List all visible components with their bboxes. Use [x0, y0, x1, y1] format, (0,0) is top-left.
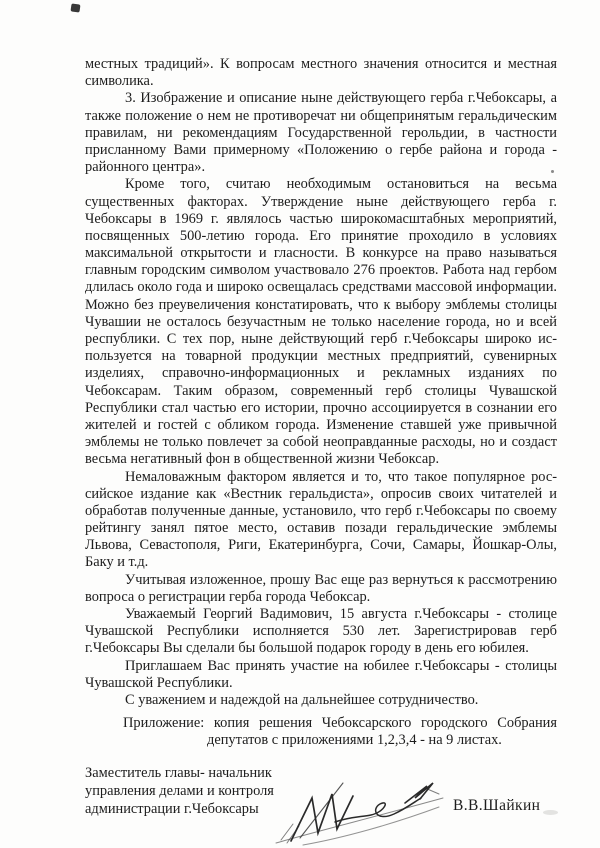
text-line: рейтингу занял пятое место, оставив позади геральдические эмблемы — [85, 520, 557, 537]
text-line: максимальной открытости и гласности. В конкурсе на право называться — [85, 245, 557, 262]
text-line: Республики стал частью его истории, прочно ассоциируется в сознании его — [85, 399, 557, 416]
text-line: Чебоксары в 1969 г. являлось частью широкомасштабных мероприятий, — [85, 210, 557, 227]
handwritten-signature-icon — [273, 776, 451, 846]
text-line: жителей и гостей с обликом города. Изменение ставшей уже привычной — [85, 416, 557, 433]
text-line: 3. Изображение и описание ныне действующего герба г.Чебоксары, а — [125, 90, 557, 107]
paragraph — [85, 606, 557, 658]
signature-block — [85, 764, 557, 848]
text-line: С уважением и надеждой на дальнейшее сотрудничество. — [125, 691, 479, 708]
paragraph — [85, 692, 557, 709]
signatory-name: В.В.Шайкин — [453, 796, 541, 814]
text-line: Чувашской Республики. — [85, 674, 233, 691]
text-line: Кроме того, считаю необходимым остановиться на весьма — [125, 176, 557, 193]
text-line: пользуется на товарной продукции местных предприятий, сувенирных — [85, 348, 557, 365]
text-line: Чувашской Республики исполняется 530 лет. Зарегистрировав герб — [85, 623, 557, 640]
text-line: присланному Вами примерному «Положению о гербе района и города - — [85, 141, 557, 158]
text-line: местных традиций». К вопросам местного значения относится и местная — [85, 56, 557, 72]
text-line: главным городским символом участвовало 276 проектов. Работа над гербом — [85, 262, 557, 279]
text-line: Львова, Севастополя, Риги, Екатеринбурга, Сочи, Самары, Йошкар-Олы, — [85, 537, 557, 554]
text-line: изделиях, справочно-информационных и рекламных изданиях по — [85, 365, 557, 382]
text-line: существенных факторах. Утверждение ныне действующего герба г. — [85, 193, 557, 210]
text-line: Чебоксарам. Таким образом, современный герб столицы Чувашской — [85, 382, 557, 399]
attachment-line: депутатов с приложениями 1,2,3,4 - на 9 листах. — [207, 732, 502, 749]
signatory-title-line: управления делами и контроля — [85, 782, 274, 799]
text-line: эмблемы не только повлечет за собой неоправданные расходы, но и создаст — [85, 434, 557, 451]
scan-artifact-corner-mark — [70, 3, 80, 12]
attachment-note — [85, 715, 557, 749]
text-line: Баку и т.д. — [85, 554, 149, 571]
text-line: посвященных 500-летию города. Его принятие проходило в условиях — [85, 227, 557, 244]
text-line: символика. — [85, 73, 154, 90]
paragraph — [85, 176, 557, 468]
text-line: Приглашаем Вас принять участие на юбилее г.Чебоксары - столицы — [125, 657, 557, 674]
paragraph — [85, 572, 557, 606]
text-line: обработав полученные данные, установило, что герб г.Чебоксары по своему — [85, 502, 557, 519]
text-line: правилам, ни рекомендациям Государственной герольдии, в частности — [85, 124, 557, 141]
attachment-line: Приложение: копия решения Чебоксарского городского Собрания — [123, 715, 557, 732]
text-line: вопроса о регистрации герба города Чебоксар. — [85, 588, 371, 605]
letter-body — [85, 56, 557, 848]
text-line: Учитывая изложенное, прошу Вас еще раз вернуться к рассмотрению — [125, 571, 557, 588]
text-line: Уважаемый Георгий Вадимович, 15 августа г.Чебоксары - столице — [125, 606, 557, 622]
text-line: также положение о нем не противоречат ни общепринятым геральдическим — [85, 107, 557, 124]
text-line: Немаловажным фактором является и то, что такое популярное рос- — [125, 468, 557, 485]
signatory-title-line: Заместитель главы- начальник — [85, 764, 272, 781]
text-line: г.Чебоксары Вы сделали бы большой подарок городу в день его юбилея. — [85, 640, 529, 657]
paragraph — [85, 469, 557, 572]
text-line: Можно без преувеличения констатировать, что к выбору эмблемы столицы — [85, 296, 557, 313]
text-line: Чувашии не осталось безучастным не только население города, но и всей — [85, 313, 557, 330]
signatory-title-line: администрации г.Чебоксары — [85, 800, 259, 817]
text-line: республики. С тех пор, ныне действующий герб г.Чебоксары широко ис- — [85, 331, 557, 347]
text-line: весьма негативный фон в общественной жизни Чебоксар. — [85, 451, 440, 468]
text-line: районного центра». — [85, 159, 206, 176]
paragraph — [85, 56, 557, 90]
text-line: сийское издание как «Вестник геральдиста», опросив своих читателей и — [85, 485, 557, 502]
paragraph — [85, 90, 557, 176]
paragraph — [85, 658, 557, 692]
text-line: длилась около года и широко освещалась средствами массовой информации. — [85, 279, 557, 296]
